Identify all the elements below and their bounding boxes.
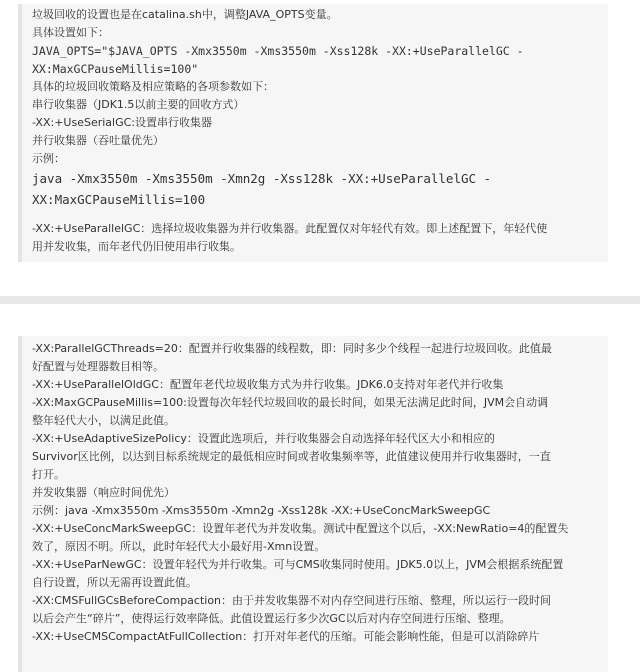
- text-line: -XX:+UseParallelOldGC：配置年老代垃圾收集方式为并行收集。JDK6.0支持对年老代并行收集: [32, 378, 504, 391]
- code-line: JAVA_OPTS="$JAVA_OPTS -Xmx3550m -Xms3550m -Xss128k -XX:+UseParallelGC -: [32, 44, 524, 58]
- code-line: java -Xmx3550m -Xms3550m -Xmn2g -Xss128k -XX:+UseParallelGC -: [32, 171, 492, 186]
- article-block-gc-options: [18, 336, 608, 672]
- text-line: -XX:+UseCMSCompactAtFullCollection：打开对年老代的压缩。可能会影响性能，但是可以消除碎片: [32, 630, 540, 643]
- text-line: 用并发收集，而年老代仍旧使用串行收集。: [32, 240, 241, 253]
- text-line: Survivor区比例，以达到目标系统规定的最低相应时间或者收集频率等，此值建议使用并行收集器时，一直: [32, 450, 551, 463]
- text-line: 好配置与处理器数目相等。: [32, 360, 164, 373]
- text-line: 示例：java -Xmx3550m -Xms3550m -Xmn2g -Xss128k -XX:+UseConcMarkSweepGC: [32, 504, 491, 517]
- code-line: XX:MaxGCPauseMillis=100: [32, 192, 206, 207]
- text-line: -XX:+UseParNewGC：设置年轻代为并行收集。可与CMS收集同时使用。JDK5.0以上，JVM会根据系统配置: [32, 558, 564, 571]
- text-line: -XX:+UseAdaptiveSizePolicy：设置此选项后，并行收集器会自动选择年轻代区大小和相应的: [32, 432, 495, 445]
- text-line: 打开。: [32, 468, 65, 481]
- text-line: 示例：: [32, 152, 65, 165]
- text-line: 串行收集器（JDK1.5以前主要的回收方式）: [32, 98, 245, 111]
- text-line: 以后会产生“碎片”，使得运行效率降低。此值设置运行多少次GC以后对内存空间进行压缩、整理。: [32, 612, 511, 625]
- section-divider: [0, 296, 640, 304]
- text-line: 并发收集器（响应时间优先）: [32, 486, 175, 499]
- text-line: 并行收集器（吞吐量优先）: [32, 134, 164, 147]
- text-line: -XX:MaxGCPauseMillis=100:设置每次年轻代垃圾回收的最长时间，如果无法满足此时间，JVM会自动调: [32, 396, 549, 409]
- text-line: 整年轻代大小，以满足此值。: [32, 414, 175, 427]
- text-line: -XX:+UseParallelGC：选择垃圾收集器为并行收集器。此配置仅对年轻代有效。即上述配置下，年轻代使: [32, 222, 548, 235]
- text-line: -XX:+UseConcMarkSweepGC：设置年老代为并发收集。测试中配置这个以后，-XX:NewRatio=4的配置失: [32, 522, 569, 535]
- text-line: 效了，原因不明。所以，此时年轻代大小最好用-Xmn设置。: [32, 540, 326, 553]
- text-line: 具体设置如下：: [32, 26, 109, 39]
- text-line: -XX:ParallelGCThreads=20：配置并行收集器的线程数，即：同时多少个线程一起进行垃圾回收。此值最: [32, 342, 552, 355]
- text-line: 具体的垃圾回收策略及相应策略的各项参数如下：: [32, 80, 274, 93]
- article-block-gc-settings: [18, 4, 608, 262]
- text-line: 自行设置，所以无需再设置此值。: [32, 576, 197, 589]
- code-line: XX:MaxGCPauseMillis=100": [32, 62, 199, 76]
- text-line: -XX:CMSFullGCsBeforeCompaction：由于并发收集器不对内存空间进行压缩、整理，所以运行一段时间: [32, 594, 552, 607]
- text-line: 垃圾回收的设置也是在catalina.sh中，调整JAVA_OPTS变量。: [32, 8, 338, 21]
- text-line: -XX:+UseSerialGC:设置串行收集器: [32, 116, 213, 129]
- spacer: [32, 210, 604, 220]
